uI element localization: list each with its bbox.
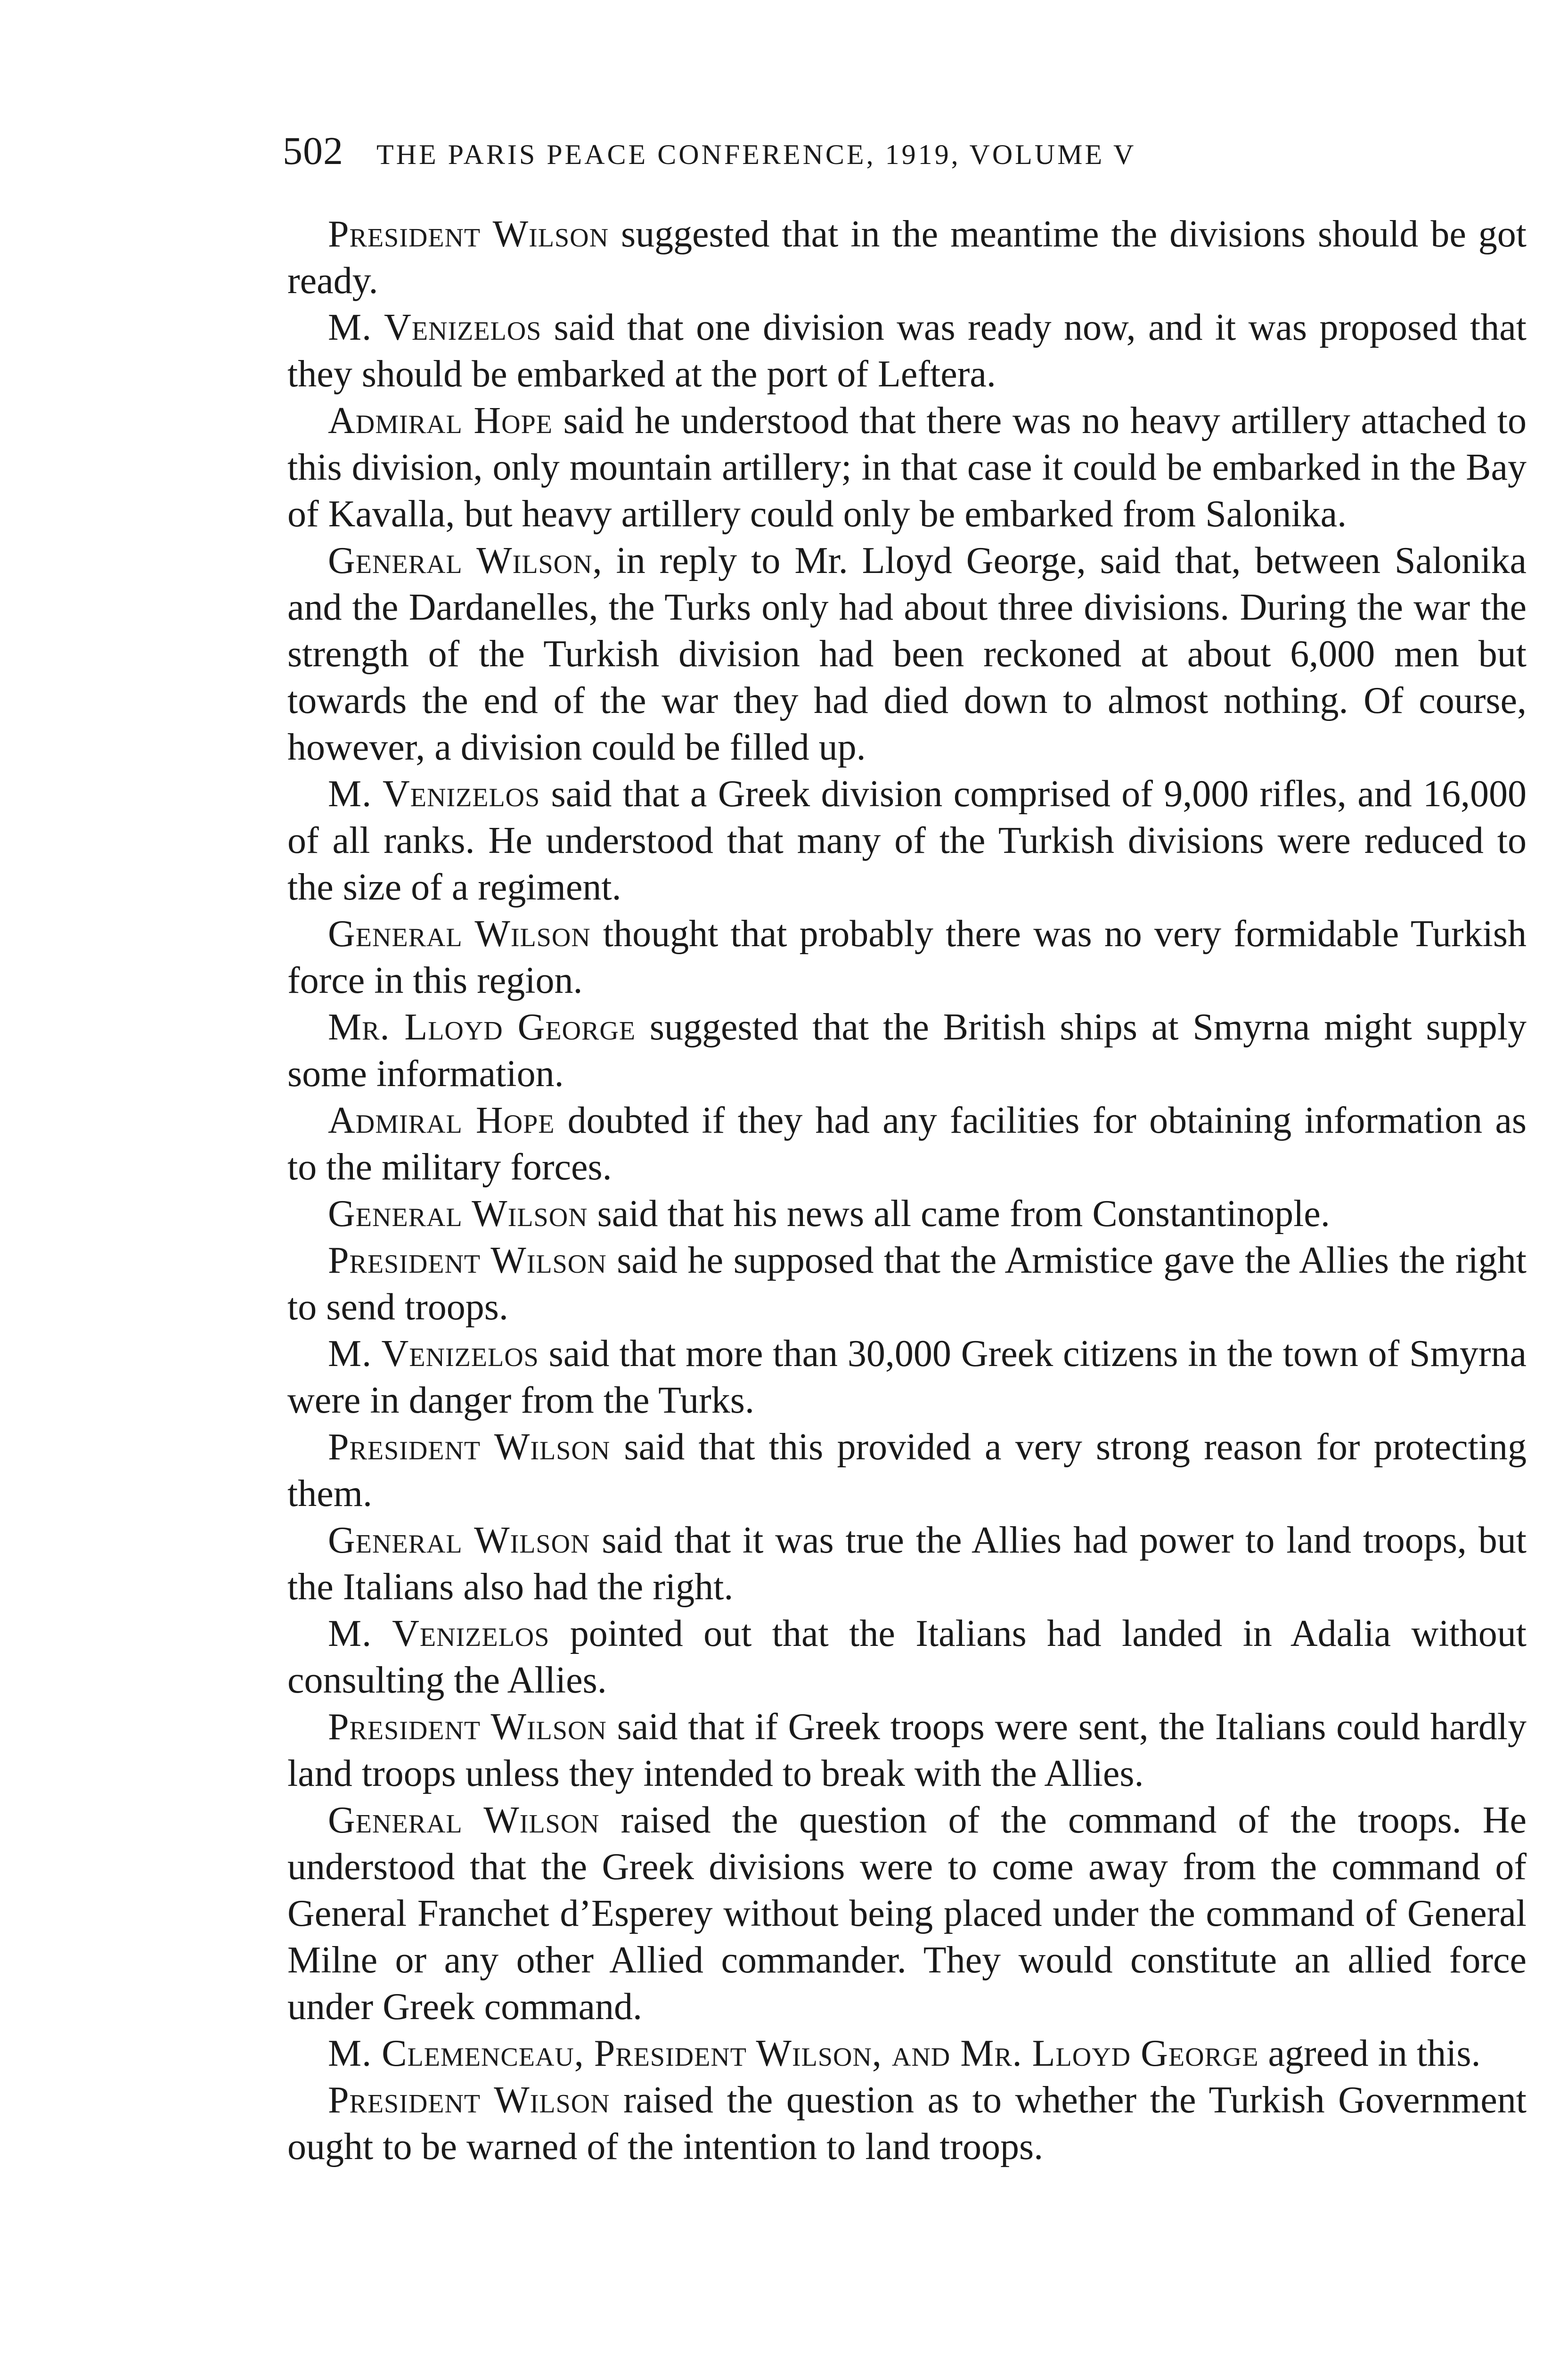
paragraph-text: thought that probably there was no very formidable Turkish force in this region. — [287, 913, 1527, 1001]
paragraph-text: doubted if they had any facilities for obtaining information as to the military forces. — [287, 1100, 1527, 1188]
paragraph — [287, 1237, 1527, 1331]
paragraph — [287, 2077, 1527, 2170]
paragraph — [287, 1797, 1527, 2030]
paragraph-text: suggested that in the meantime the divisions should be got ready. — [287, 213, 1527, 302]
speaker-name: Admiral Hope — [328, 400, 553, 442]
paragraph — [287, 538, 1527, 771]
paragraph — [287, 1331, 1527, 1424]
speaker-name: General Wilson — [328, 1193, 588, 1235]
speaker-name: President Wilson — [328, 1240, 607, 1281]
paragraph — [287, 771, 1527, 911]
speaker-name: President Wilson — [328, 1706, 607, 1748]
paragraph — [287, 1611, 1527, 1704]
paragraph-text: suggested that the British ships at Smyrna might supply some information. — [287, 1006, 1527, 1095]
paragraph-text: said that more than 30,000 Greek citizens in the town of Smyrna were in danger from the Turks. — [287, 1333, 1527, 1421]
paragraph — [287, 1191, 1527, 1237]
paragraph — [287, 1097, 1527, 1191]
paragraph-text: raised the question of the command of the troops. He understood that the Greek divisions were to come away from the command of General Franchet d’Esperey without being placed under the command of General Milne or any other Allied commander. They would constitute an allied force under Greek command. — [287, 1800, 1527, 2028]
speaker-name: President Wilson — [328, 213, 609, 255]
page-number: 502 — [283, 129, 343, 173]
paragraph — [287, 1004, 1527, 1097]
paragraph-text: said that his news all came from Constantinople. — [588, 1193, 1330, 1235]
speaker-name: M. Venizelos — [328, 1333, 539, 1374]
paragraph-text: raised the question as to whether the Turkish Government ought to be warned of the intention to land troops. — [287, 2079, 1527, 2168]
speaker-name: M. Venizelos — [328, 773, 540, 815]
paragraph-text: said that it was true the Allies had power to land troops, but the Italians also had the right. — [287, 1520, 1527, 1608]
paragraph — [287, 911, 1527, 1004]
paragraph-text: said he understood that there was no heavy artillery attached to this division, only mountain artillery; in that case it could be embarked in the Bay of Kavalla, but heavy artillery could only be embarked from Salonika. — [287, 400, 1527, 535]
paragraph — [287, 304, 1527, 398]
page-header — [283, 128, 1385, 185]
speaker-name: Admiral Hope — [328, 1100, 555, 1141]
body-text — [287, 211, 1527, 2170]
speaker-name: Mr. Lloyd George — [328, 1006, 636, 1048]
speaker-name: M. Venizelos — [328, 307, 542, 348]
speaker-name: General Wilson — [328, 913, 591, 955]
paragraph — [287, 1704, 1527, 1797]
paragraph-text: agreed in this. — [1258, 2033, 1481, 2074]
paragraph-text: said he supposed that the Armistice gave the Allies the right to send troops. — [287, 1240, 1527, 1328]
speaker-name: M. Clemenceau, President Wilson, and Mr. Lloyd George — [328, 2033, 1259, 2074]
speaker-name: General Wilson — [328, 1520, 590, 1561]
paragraph-text: , in reply to Mr. Lloyd George, said that, between Salonika and the Dardanelles, the Turks only had about three divisions. During the war the strength of the Turkish division had been reckoned at about 6,000 men but towards the end of the war they had died down to almost nothing. Of course, however, a division could be filled up. — [287, 540, 1527, 768]
speaker-name: President Wilson — [328, 2079, 610, 2121]
speaker-name: President Wilson — [328, 1426, 611, 1468]
paragraph — [287, 1424, 1527, 1517]
paragraph-text: said that a Greek division comprised of 9,000 rifles, and 16,000 of all ranks. He understood that many of the Turkish divisions were reduced to the size of a regiment. — [287, 773, 1527, 908]
running-head: THE PARIS PEACE CONFERENCE, 1919, VOLUME V — [376, 139, 1136, 170]
speaker-name: General Wilson — [328, 1800, 600, 1841]
paragraph-text: said that this provided a very strong reason for protecting them. — [287, 1426, 1527, 1514]
paragraph — [287, 1517, 1527, 1611]
speaker-name: M. Venizelos — [328, 1613, 550, 1654]
paragraph-text: said that one division was ready now, and it was proposed that they should be embarked at the port of Leftera. — [287, 307, 1527, 395]
paragraph-text: said that if Greek troops were sent, the Italians could hardly land troops unless they intended to break with the Allies. — [287, 1706, 1527, 1794]
paragraph-text: pointed out that the Italians had landed in Adalia without consulting the Allies. — [287, 1613, 1527, 1701]
paragraph — [287, 211, 1527, 304]
paragraph — [287, 2030, 1527, 2077]
speaker-name: General Wilson — [328, 540, 593, 581]
paragraph — [287, 398, 1527, 538]
